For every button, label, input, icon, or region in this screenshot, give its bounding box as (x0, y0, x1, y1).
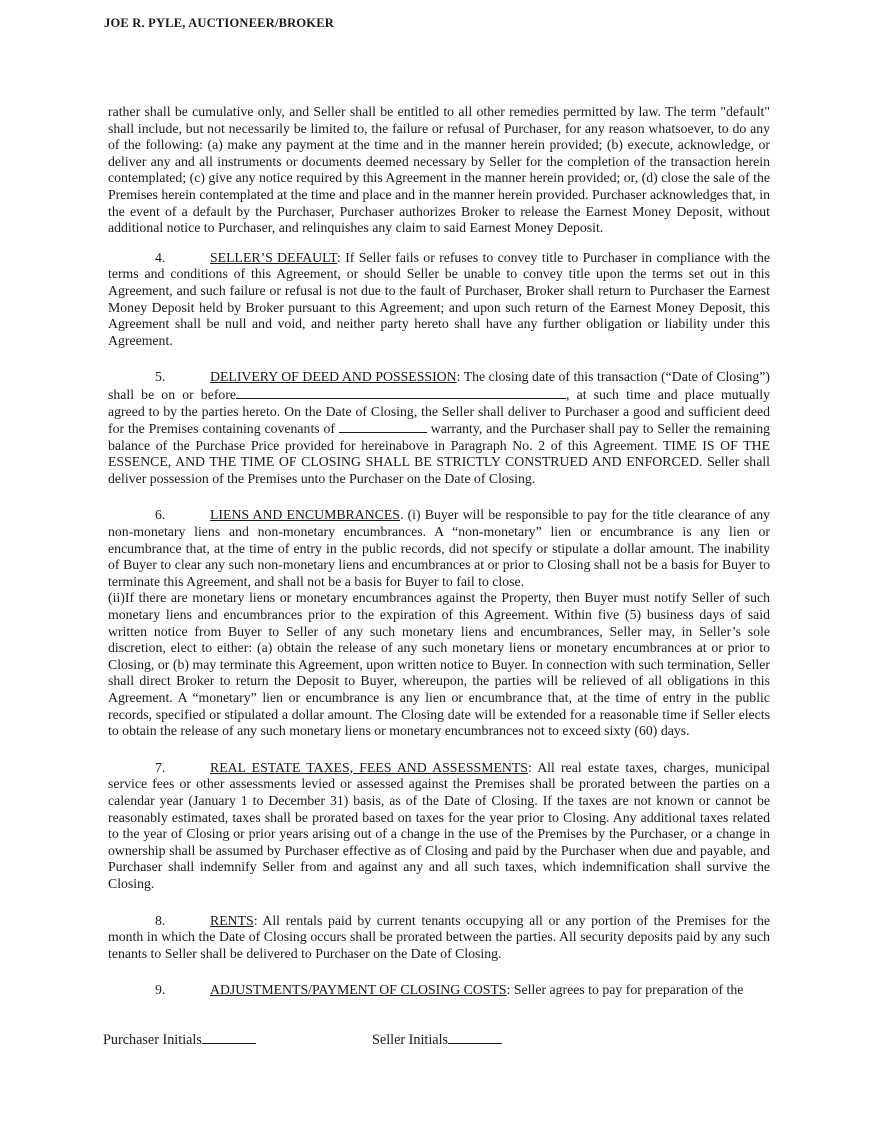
section-7-real-estate-taxes (108, 760, 770, 893)
section-5-delivery-of-deed (108, 369, 770, 487)
section-9-body: Seller agrees to pay for preparation of the (510, 982, 744, 998)
section-8-number: 8. (155, 912, 166, 928)
section-6-body-ii: (ii)If there are monetary liens or monetary encumbrances against the Property, then Buyer must notify Seller of such monetary liens and encumbrances prior to the expiration of this Agreement. Within five (5) business days of said written notice from Buyer to Seller of any such monetary liens and encumbrances, Seller may, in Seller’s sole discretion, elect to either: (a) obtain the release of any such monetary liens or monetary encumbrances at or prior to Closing, or (b) may terminate this Agreement, upon written notice to Buyer. In connection with such termination, Seller shall direct Broker to return the Deposit to Buyer, whereupon, the parties will be relieved of all obligations in this Agreement. A “monetary” lien or encumbrance is any lien or encumbrance that, at the time of entry in the public records, specified or stipulated a dollar amount. The Closing date will be extended for a reasonable time if Seller elects to obtain the release of any such monetary liens or monetary encumbrances not to exceed sixty (60) days. (108, 590, 770, 739)
purchaser-initials-group (103, 1032, 256, 1048)
section-6-liens-part-i (108, 507, 770, 590)
section-5-body-after-warranty: warranty, and the Purchaser shall pay to Seller the remaining balance of the Purchase Price provided for hereinabove in Paragraph No. 2 of this Agreement. TIME IS OF THE ESSENCE, AND THE TIME OF CLOSING SHALL BE STRICTLY CONSTRUED AND ENFORCED. Seller shall deliver possession of the Premises unto the Purchaser on the Date of Closing. (108, 421, 770, 486)
section-8-separator: : (253, 912, 258, 928)
section-9-heading: ADJUSTMENTS/PAYMENT OF CLOSING COSTS (210, 982, 507, 998)
section-8-heading: RENTS (210, 912, 254, 928)
section-6-separator: . (399, 507, 404, 523)
section-7-body: All real estate taxes, charges, municipal service fees or other assessments levied or assessed against the Premises shall be prorated between the parties on a calendar year (January 1 to December 31) basis, as of the Date of Closing. If the taxes are not known or cannot be reasonably estimated, taxes shall be prorated based on taxes for the year prior to Closing. Any additional taxes related to the year of Closing or prior years arising out of a change in the use of the Premises by the Purchaser, or a change in ownership shall be assumed by Purchaser effective as of Closing and paid by the Purchaser when due and payable, and Purchaser shall indemnify Seller from and against any and all such taxes, which indemnification shall survive the Closing. (108, 759, 770, 891)
section-5-number: 5. (155, 369, 166, 385)
section-9-separator: : (506, 982, 511, 998)
closing-date-blank-line (236, 386, 566, 399)
section-6-heading: LIENS AND ENCUMBRANCES (210, 507, 400, 523)
section-6-liens-part-ii (108, 590, 770, 739)
section-7-separator: : (527, 759, 532, 775)
document-body (108, 104, 770, 1019)
seller-initials-blank-line (448, 1031, 502, 1044)
section-5-body-after-date: , at such time and place mutually agreed to by the parties hereto. On the Date of Closing, the Seller shall deliver to Purchaser a good and sufficient deed for the Premises containing covenants of (108, 386, 770, 437)
section-7-number: 7. (155, 759, 166, 775)
section-4-sellers-default (108, 250, 770, 350)
warranty-type-blank-line (339, 420, 427, 433)
initials-footer (103, 1031, 663, 1049)
seller-initials-group (372, 1031, 502, 1049)
purchaser-initials-blank-line (202, 1031, 256, 1044)
section-5-heading: DELIVERY OF DEED AND POSSESSION (210, 369, 457, 385)
section-4-separator: : (337, 249, 341, 265)
section-6-number: 6. (155, 507, 166, 523)
section-9-number: 9. (155, 982, 166, 998)
section-5-body-before-date: The closing date of this transaction (“Date of Closing”) shall be on or before (108, 369, 770, 402)
section-9-adjustments-closing-costs (108, 982, 770, 999)
section-4-body: If Seller fails or refuses to convey title to Purchaser in compliance with the terms and conditions of this Agreement, or should Seller be unable to convey title upon the terms set out in this Agreement, and such failure or refusal is not due to the fault of Purchaser, Broker shall return to Purchaser the Earnest Money Deposit held by Broker pursuant to this Agreement; and upon such return of the Earnest Money Deposit, this Agreement shall be null and void, and neither party hereto shall have any further obligation or liability under this Agreement. (108, 249, 770, 348)
seller-initials-label: Seller Initials (372, 1032, 449, 1048)
section-8-body: All rentals paid by current tenants occupying all or any portion of the Premises for the month in which the Date of Closing occurs shall be prorated between the parties. All security deposits paid by any such tenants to Seller shall be delivered to Purchaser on the Date of Closing. (108, 912, 770, 961)
document-header-title: JOE R. PYLE, AUCTIONEER/BROKER (104, 16, 334, 30)
section-4-number: 4. (155, 249, 166, 265)
section-8-rents (108, 913, 770, 963)
purchaser-initials-label: Purchaser Initials (103, 1032, 202, 1048)
section-6-body-i: (i) Buyer will be responsible to pay for the title clearance of any non-monetary liens and non-monetary encumbrances. A “non-monetary” lien or encumbrance is any lien or encumbrance that, at the time of entry in the public records, did not specify or stipulate a dollar amount. The inability of Buyer to clear any such non-monetary liens and encumbrances at or prior to Closing shall not be a basis for Buyer to terminate this Agreement, and shall not be a basis for Buyer to fail to close. (108, 507, 770, 589)
section-4-heading: SELLER’S DEFAULT (210, 249, 338, 265)
section-7-heading: REAL ESTATE TAXES, FEES AND ASSESSMENTS (210, 759, 528, 775)
paragraph-default-remedies-continuation: rather shall be cumulative only, and Seller shall be entitled to all other remedies permitted by law. The term "default" shall include, but not necessarily be limited to, the failure or refusal of Purchaser, for any reason whatsoever, to do any of the following: (a) make any payment at the time and in the manner herein provided; (b) execute, acknowledge, or deliver any and all instruments or documents deemed necessary by Seller for the completion of the transaction herein contemplated; (c) give any notice required by this Agreement in the manner herein provided; or, (d) close the sale of the Premises herein contemplated at the time and place and in the manner herein provided. Purchaser acknowledges that, in the event of a default by the Purchaser, Purchaser authorizes Broker to release the Earnest Money Deposit, without additional notice to Purchaser, and relinquishes any claim to said Earnest Money Deposit. (108, 104, 770, 236)
section-5-separator: : (456, 369, 461, 385)
